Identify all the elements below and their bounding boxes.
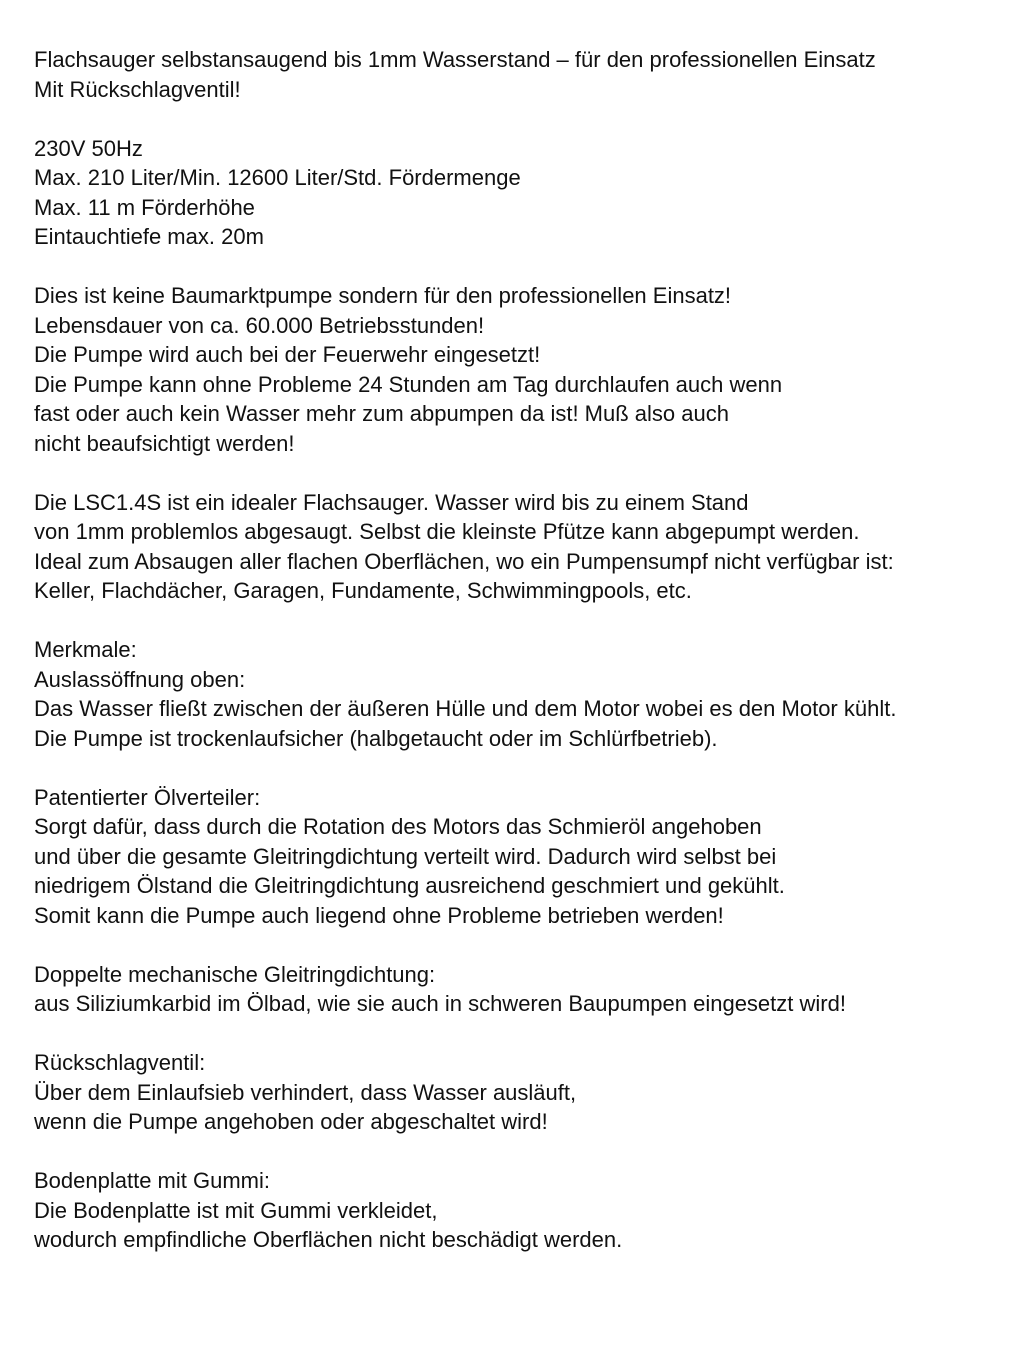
paragraph-base-plate <box>34 1166 1014 1255</box>
paragraph-specs <box>34 134 1014 252</box>
text-line: Das Wasser fließt zwischen der äußeren Hülle und dem Motor wobei es den Motor kühlt. <box>34 696 897 721</box>
spec-line: Eintauchtiefe max. 20m <box>34 224 264 249</box>
text-line: Sorgt dafür, dass durch die Rotation des Motors das Schmieröl angehoben <box>34 814 762 839</box>
spec-line: Max. 210 Liter/Min. 12600 Liter/Std. Fördermenge <box>34 165 521 190</box>
text-line: von 1mm problemlos abgesaugt. Selbst die kleinste Pfütze kann abgepumpt werden. <box>34 519 860 544</box>
feature-heading: Patentierter Ölverteiler: <box>34 784 261 810</box>
spec-line: 230V 50Hz <box>34 135 143 161</box>
text-line: Die Pumpe ist trockenlaufsicher (halbgetaucht oder im Schlürfbetrieb). <box>34 725 718 751</box>
feature-heading: Auslassöffnung oben: <box>34 666 246 692</box>
text-line: Keller, Flachdächer, Garagen, Fundamente, Schwimmingpools, etc. <box>34 578 692 603</box>
paragraph-intro <box>34 45 1014 104</box>
text-line: Die Pumpe kann ohne Probleme 24 Stunden am Tag durchlaufen auch wenn <box>34 371 783 397</box>
text-line: Somit kann die Pumpe auch liegend ohne Probleme betrieben werden! <box>34 902 724 928</box>
product-description <box>34 45 1014 1255</box>
text-line: Ideal zum Absaugen aller flachen Oberflächen, wo ein Pumpensumpf nicht verfügbar ist: <box>34 548 894 574</box>
text-line: Dies ist keine Baumarktpumpe sondern für den professionellen Einsatz! <box>34 283 732 308</box>
paragraph-features-outlet <box>34 635 1014 753</box>
text-line: aus Siliziumkarbid im Ölbad, wie sie auch in schweren Baupumpen eingesetzt wird! <box>34 991 846 1016</box>
feature-heading: Bodenplatte mit Gummi: <box>34 1168 270 1193</box>
paragraph-mechanical-seal <box>34 960 1014 1019</box>
intro-line: Mit Rückschlagventil! <box>34 76 241 102</box>
paragraph-check-valve <box>34 1048 1014 1137</box>
feature-heading: Doppelte mechanische Gleitringdichtung: <box>34 961 436 987</box>
intro-line: Flachsauger selbstansaugend bis 1mm Wasserstand – für den professionellen Einsatz <box>34 47 876 72</box>
text-line: nicht beaufsichtigt werden! <box>34 430 295 456</box>
paragraph-flat-suction <box>34 488 1014 606</box>
paragraph-professional <box>34 281 1014 458</box>
text-line: und über die gesamte Gleitringdichtung verteilt wird. Dadurch wird selbst bei <box>34 843 777 869</box>
text-line: Die Bodenplatte ist mit Gummi verkleidet, <box>34 1197 438 1223</box>
spec-line: Max. 11 m Förderhöhe <box>34 194 255 220</box>
text-line: Lebensdauer von ca. 60.000 Betriebsstunden! <box>34 312 485 338</box>
text-line: Die Pumpe wird auch bei der Feuerwehr eingesetzt! <box>34 342 541 367</box>
text-line: fast oder auch kein Wasser mehr zum abpumpen da ist! Muß also auch <box>34 401 729 426</box>
section-heading: Merkmale: <box>34 637 137 662</box>
paragraph-oil-distributor <box>34 783 1014 931</box>
text-line: wodurch empfindliche Oberflächen nicht beschädigt werden. <box>34 1227 623 1252</box>
text-line: Über dem Einlaufsieb verhindert, dass Wasser ausläuft, <box>34 1079 577 1105</box>
text-line: wenn die Pumpe angehoben oder abgeschaltet wird! <box>34 1109 548 1134</box>
text-line: Die LSC1.4S ist ein idealer Flachsauger. Wasser wird bis zu einem Stand <box>34 489 749 515</box>
feature-heading: Rückschlagventil: <box>34 1050 206 1075</box>
text-line: niedrigem Ölstand die Gleitringdichtung ausreichend geschmiert und gekühlt. <box>34 873 785 898</box>
